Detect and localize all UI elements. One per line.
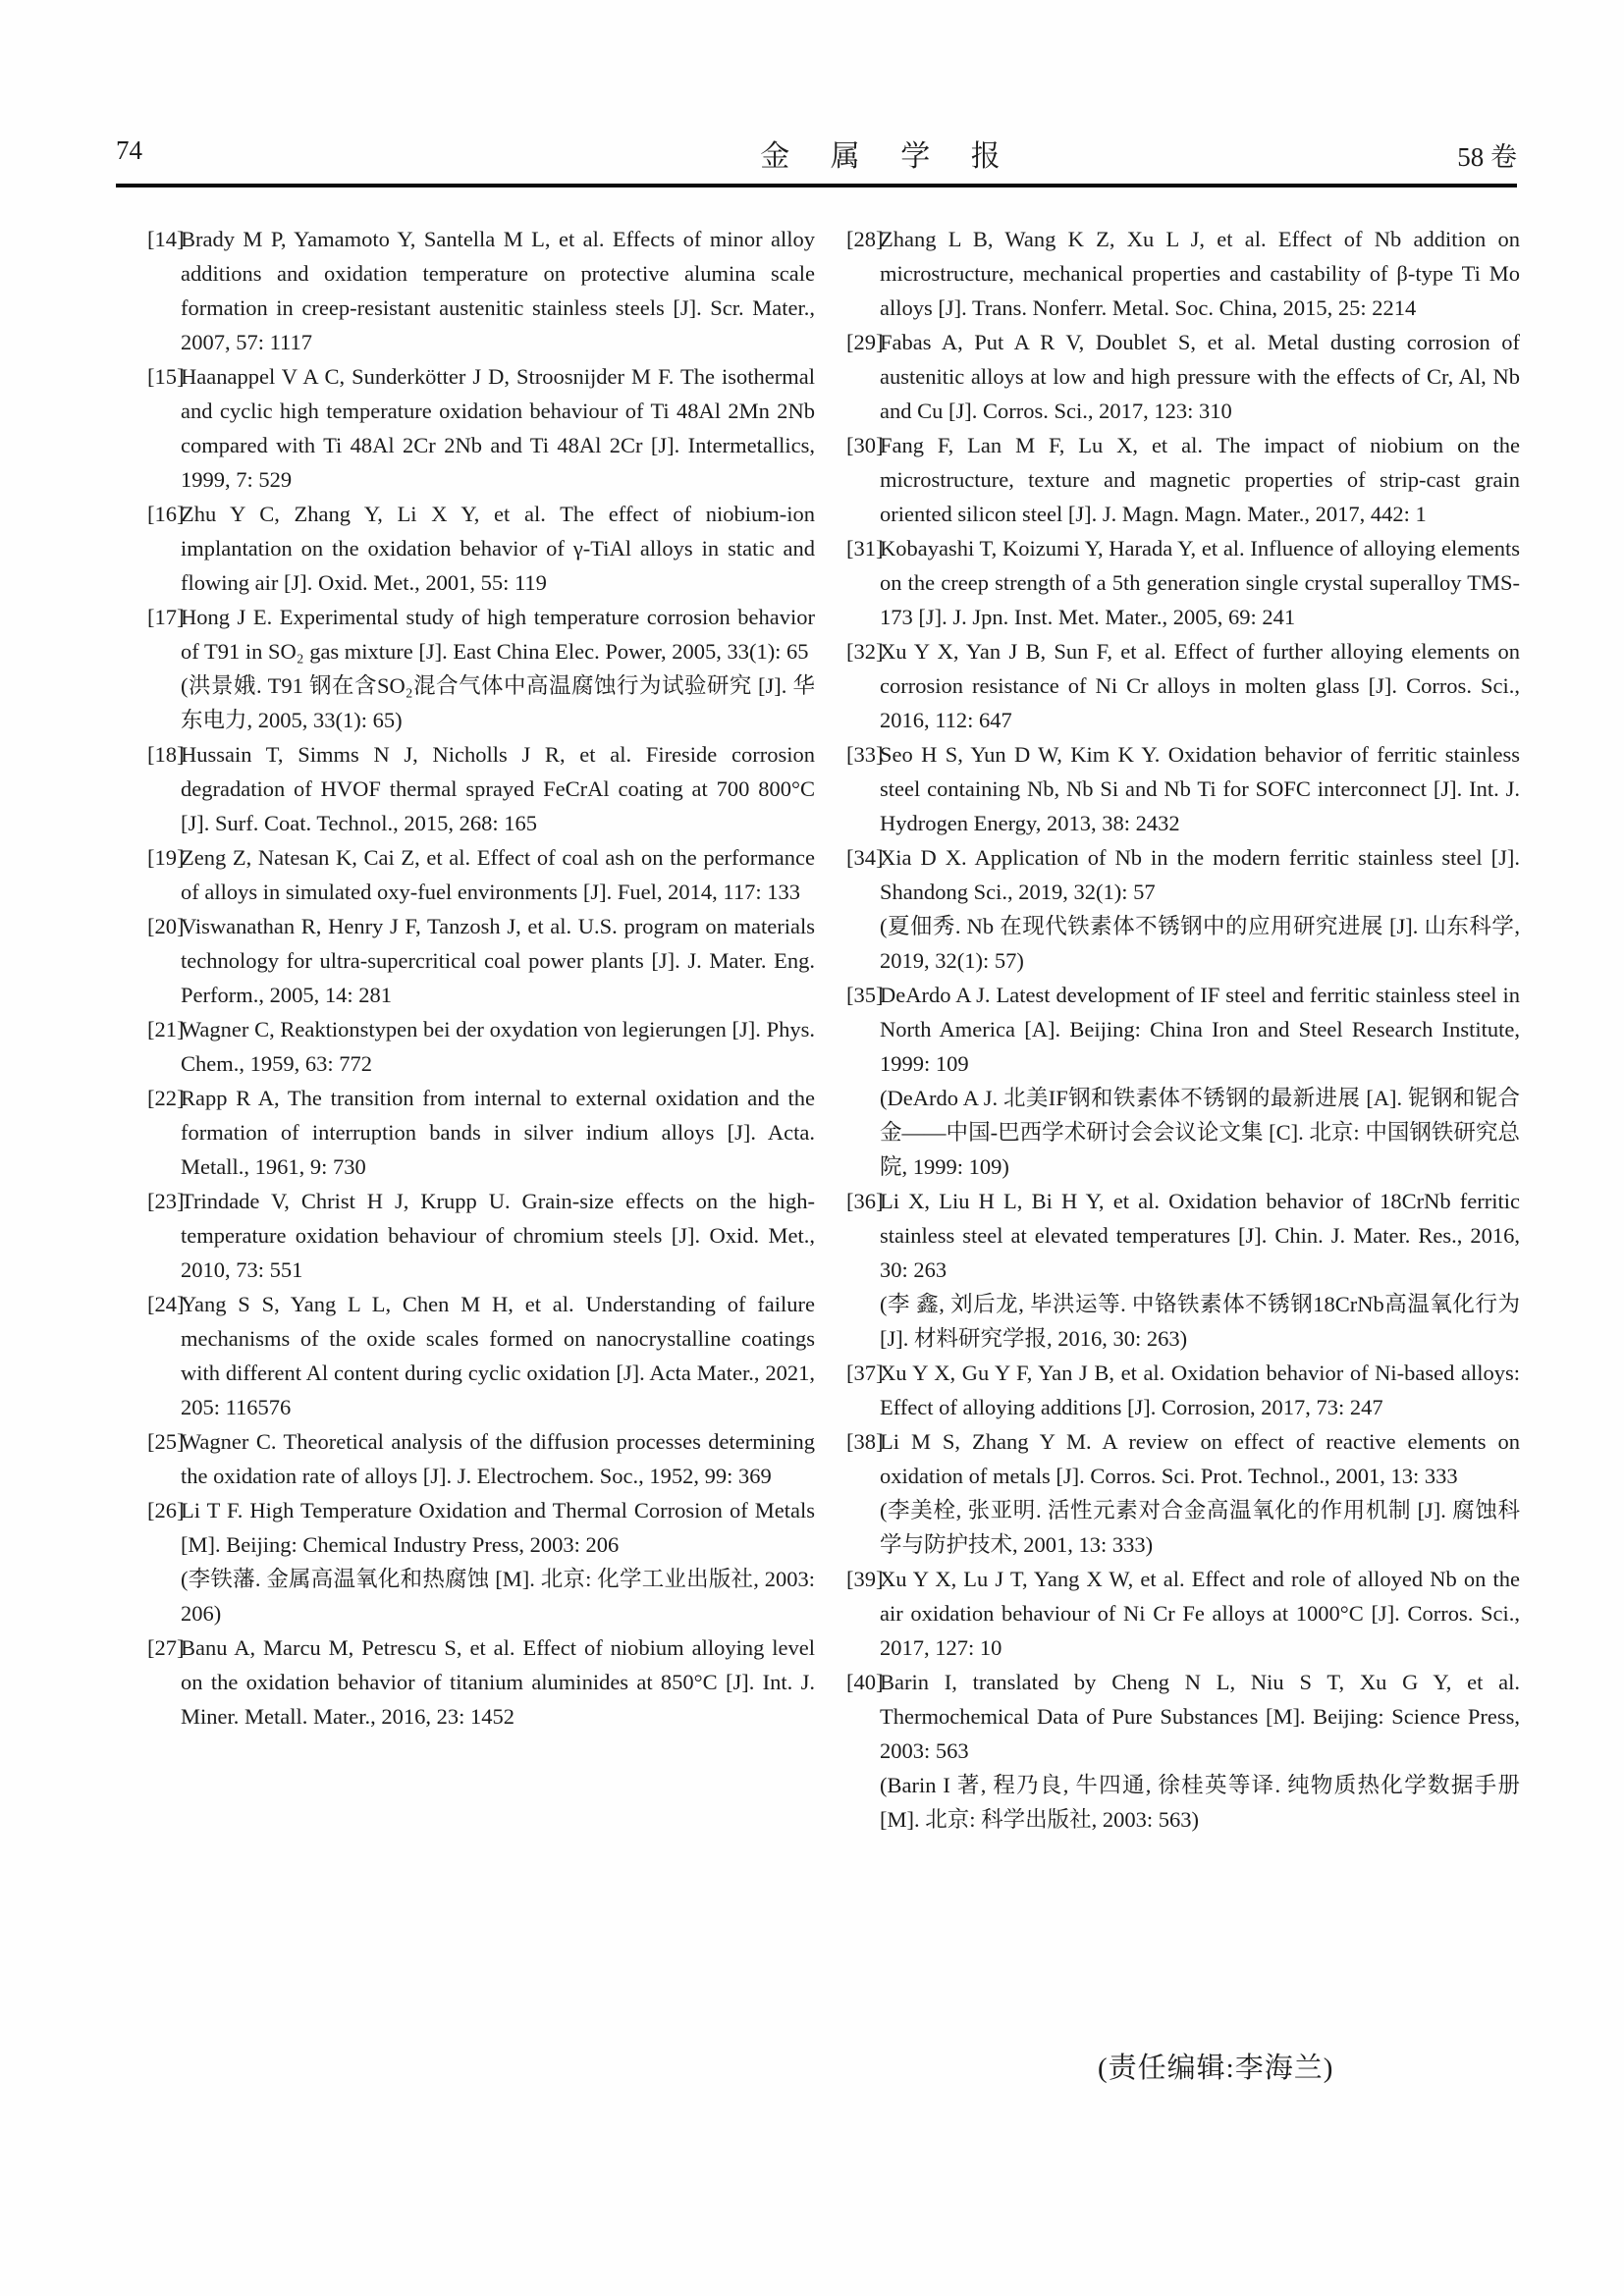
reference-marker: [29] — [846, 330, 884, 354]
reference-text-cn: (Barin I 著, 程乃良, 牛四通, 徐桂英等译. 纯物质热化学数据手册 [M]. 北京: 科学出版社, 2003: 563) — [880, 1773, 1520, 1832]
reference-text-en: Zeng Z, Natesan K, Cai Z, et al. Effect of coal ash on the performance of alloys in simulated oxy-fuel environments [J]. Fuel, 2014, 117: 133 — [181, 845, 815, 904]
reference-marker: [20] — [147, 914, 185, 938]
reference-marker: [23] — [147, 1189, 185, 1213]
reference-item — [846, 1424, 1520, 1562]
reference-item — [147, 497, 815, 600]
reference-text-en: Viswanathan R, Henry J F, Tanzosh J, et al. U.S. program on materials technology for ultra-supercritical coal power plants [J]. J. Mater. Eng. Perform., 2005, 14: 281 — [181, 914, 815, 1007]
reference-item — [846, 1665, 1520, 1837]
reference-marker: [28] — [846, 227, 884, 251]
reference-item — [147, 1287, 815, 1424]
reference-item — [846, 737, 1520, 840]
reference-marker: [26] — [147, 1498, 185, 1522]
reference-text-en: Li M S, Zhang Y M. A review on effect of reactive elements on oxidation of metals [J]. Corros. Sci. Prot. Technol., 2001, 13: 333 — [880, 1429, 1520, 1488]
reference-item — [147, 359, 815, 497]
reference-text-en: Li X, Liu H L, Bi H Y, et al. Oxidation behavior of 18CrNb ferritic stainless steel at elevated temperatures [J]. Chin. J. Mater. Res., 2016, 30: 263 — [880, 1189, 1520, 1282]
reference-item — [846, 222, 1520, 325]
reference-marker: [33] — [846, 742, 884, 767]
page-number: 74 — [116, 135, 142, 165]
reference-text-en: Wagner C. Theoretical analysis of the diffusion processes determining the oxidation rate of alloys [J]. J. Electrochem. Soc., 1952, 99: 369 — [181, 1429, 815, 1488]
reference-item — [147, 600, 815, 737]
reference-item — [846, 978, 1520, 1184]
reference-text-en: Banu A, Marcu M, Petrescu S, et al. Effect of niobium alloying level on the oxidation behavior of titanium aluminides at 850°C [J]. Int. J. Miner. Metall. Mater., 2016, 23: 1452 — [181, 1635, 815, 1729]
reference-text-cn: (洪景娥. T91 钢在含SO₂混合气体中高温腐蚀行为试验研究 [J]. 华东电力, 2005, 33(1): 65) — [181, 673, 815, 732]
reference-item — [147, 1630, 815, 1734]
reference-marker: [30] — [846, 433, 884, 457]
reference-item — [846, 634, 1520, 737]
reference-marker: [22] — [147, 1086, 185, 1110]
reference-marker: [14] — [147, 227, 185, 251]
reference-marker: [19] — [147, 845, 185, 870]
reference-item — [846, 840, 1520, 978]
reference-item — [147, 1012, 815, 1081]
reference-text-en: Fang F, Lan M F, Lu X, et al. The impact of niobium on the microstructure, texture and magnetic properties of strip-cast grain oriented silicon steel [J]. J. Magn. Magn. Mater., 2017, 442: 1 — [880, 433, 1520, 526]
reference-text-en: Xu Y X, Yan J B, Sun F, et al. Effect of further alloying elements on corrosion resistance of Ni Cr alloys in molten glass [J]. Corros. Sci., 2016, 112: 647 — [880, 639, 1520, 732]
reference-item — [846, 1562, 1520, 1665]
references-left-column — [147, 222, 815, 1734]
reference-item — [846, 428, 1520, 531]
reference-item — [846, 1184, 1520, 1356]
reference-item — [846, 1356, 1520, 1424]
reference-text-en: Brady M P, Yamamoto Y, Santella M L, et al. Effects of minor alloy additions and oxidation temperature on protective alumina scale formation in creep-resistant austenitic stainless steels [J]. Scr. Mater., 2007, 57: 1117 — [181, 227, 815, 354]
reference-marker: [36] — [846, 1189, 884, 1213]
reference-text-cn: (李美栓, 张亚明. 活性元素对合金高温氧化的作用机制 [J]. 腐蚀科学与防护技术, 2001, 13: 333) — [880, 1498, 1520, 1557]
reference-text-en: Seo H S, Yun D W, Kim K Y. Oxidation behavior of ferritic stainless steel containing Nb, Nb Si and Nb Ti for SOFC interconnect [J]. Int. J. Hydrogen Energy, 2013, 38: 2432 — [880, 742, 1520, 835]
reference-marker: [16] — [147, 502, 185, 526]
reference-text-en: Li T F. High Temperature Oxidation and Thermal Corrosion of Metals [M]. Beijing: Chemical Industry Press, 2003: 206 — [181, 1498, 815, 1557]
reference-marker: [15] — [147, 364, 185, 389]
reference-text-en: Haanappel V A C, Sunderkötter J D, Stroosnijder M F. The isothermal and cyclic high temperature oxidation behaviour of Ti 48Al 2Mn 2Nb compared with Ti 48Al 2Cr 2Nb and Ti 48Al 2Cr [J]. Intermetallics, 1999, 7: 529 — [181, 364, 815, 492]
reference-text-en: Barin I, translated by Cheng N L, Niu S T, Xu G Y, et al. Thermochemical Data of Pure Substances [M]. Beijing: Science Press, 2003: 563 — [880, 1670, 1520, 1763]
reference-item — [147, 840, 815, 909]
references-right-column — [846, 222, 1520, 1837]
reference-item — [846, 325, 1520, 428]
reference-item — [147, 909, 815, 1012]
editor-note: (责任编辑:李海兰) — [1098, 2053, 1334, 2084]
reference-text-cn: (DeArdo A J. 北美IF钢和铁素体不锈钢的最新进展 [A]. 铌钢和铌合金——中国-巴西学术研讨会会议论文集 [C]. 北京: 中国钢铁研究总院, 1999: 109) — [880, 1086, 1520, 1179]
reference-text-en: Xia D X. Application of Nb in the modern ferritic stainless steel [J]. Shandong Sci., 2019, 32(1): 57 — [880, 845, 1520, 904]
reference-marker: [34] — [846, 845, 884, 870]
reference-item — [147, 222, 815, 359]
reference-text-cn: (李 鑫, 刘后龙, 毕洪运等. 中铬铁素体不锈钢18CrNb高温氧化行为 [J]. 材料研究学报, 2016, 30: 263) — [880, 1292, 1520, 1351]
reference-marker: [18] — [147, 742, 185, 767]
reference-text-en: Zhang L B, Wang K Z, Xu L J, et al. Effect of Nb addition on microstructure, mechanical properties and castability of β-type Ti Mo alloys [J]. Trans. Nonferr. Metal. Soc. China, 2015, 25: 2214 — [880, 227, 1520, 320]
reference-text-en: Hong J E. Experimental study of high temperature corrosion behavior of T91 in SO₂ gas mixture [J]. East China Elec. Power, 2005, 33(1): 65 — [181, 605, 815, 664]
reference-text-en: Trindade V, Christ H J, Krupp U. Grain-size effects on the high-temperature oxidation behaviour of chromium steels [J]. Oxid. Met., 2010, 73: 551 — [181, 1189, 815, 1282]
reference-marker: [27] — [147, 1635, 185, 1660]
reference-marker: [17] — [147, 605, 185, 629]
reference-text-cn: (李铁藩. 金属高温氧化和热腐蚀 [M]. 北京: 化学工业出版社, 2003: 206) — [181, 1567, 815, 1626]
volume-label: 58 卷 — [1457, 142, 1517, 172]
reference-marker: [32] — [846, 639, 884, 664]
reference-item — [147, 1493, 815, 1630]
reference-marker: [38] — [846, 1429, 884, 1454]
header-rule — [116, 184, 1517, 187]
reference-marker: [31] — [846, 536, 884, 561]
reference-item — [846, 531, 1520, 634]
reference-text-en: Wagner C, Reaktionstypen bei der oxydation von legierungen [J]. Phys. Chem., 1959, 63: 772 — [181, 1017, 815, 1076]
reference-text-en: Rapp R A, The transition from internal to external oxidation and the formation of interruption bands in silver indium alloys [J]. Acta. Metall., 1961, 9: 730 — [181, 1086, 815, 1179]
reference-item — [147, 1081, 815, 1184]
reference-marker: [24] — [147, 1292, 185, 1316]
reference-text-en: Hussain T, Simms N J, Nicholls J R, et al. Fireside corrosion degradation of HVOF thermal sprayed FeCrAl coating at 700 800°C [J]. Surf. Coat. Technol., 2015, 268: 165 — [181, 742, 815, 835]
reference-text-en: Xu Y X, Gu Y F, Yan J B, et al. Oxidation behavior of Ni-based alloys: Effect of alloying additions [J]. Corrosion, 2017, 73: 247 — [880, 1361, 1520, 1419]
reference-item — [147, 1424, 815, 1493]
reference-marker: [40] — [846, 1670, 884, 1694]
reference-text-en: Zhu Y C, Zhang Y, Li X Y, et al. The effect of niobium-ion implantation on the oxidation behavior of γ-TiAl alloys in static and flowing air [J]. Oxid. Met., 2001, 55: 119 — [181, 502, 815, 595]
reference-marker: [21] — [147, 1017, 185, 1041]
reference-marker: [25] — [147, 1429, 185, 1454]
reference-text-en: Fabas A, Put A R V, Doublet S, et al. Metal dusting corrosion of austenitic alloys at low and high pressure with the effects of Cr, Al, Nb and Cu [J]. Corros. Sci., 2017, 123: 310 — [880, 330, 1520, 423]
reference-item — [147, 737, 815, 840]
reference-text-en: Xu Y X, Lu J T, Yang X W, et al. Effect and role of alloyed Nb on the air oxidation behaviour of Ni Cr Fe alloys at 1000°C [J]. Corros. Sci., 2017, 127: 10 — [880, 1567, 1520, 1660]
reference-text-en: Kobayashi T, Koizumi Y, Harada Y, et al. Influence of alloying elements on the creep strength of a 5th generation single crystal superalloy TMS-173 [J]. J. Jpn. Inst. Met. Mater., 2005, 69: 241 — [880, 536, 1520, 629]
journal-title: 金 属 学 报 — [760, 140, 1017, 173]
reference-marker: [39] — [846, 1567, 884, 1591]
reference-text-en: Yang S S, Yang L L, Chen M H, et al. Understanding of failure mechanisms of the oxide scales formed on nanocrystalline coatings with different Al content during cyclic oxidation [J]. Acta Mater., 2021, 205: 116576 — [181, 1292, 815, 1419]
reference-marker: [35] — [846, 983, 884, 1007]
reference-text-en: DeArdo A J. Latest development of IF steel and ferritic stainless steel in North America [A]. Beijing: China Iron and Steel Research Institute, 1999: 109 — [880, 983, 1520, 1076]
reference-marker: [37] — [846, 1361, 884, 1385]
reference-text-cn: (夏佃秀. Nb 在现代铁素体不锈钢中的应用研究进展 [J]. 山东科学, 2019, 32(1): 57) — [880, 914, 1520, 973]
reference-item — [147, 1184, 815, 1287]
